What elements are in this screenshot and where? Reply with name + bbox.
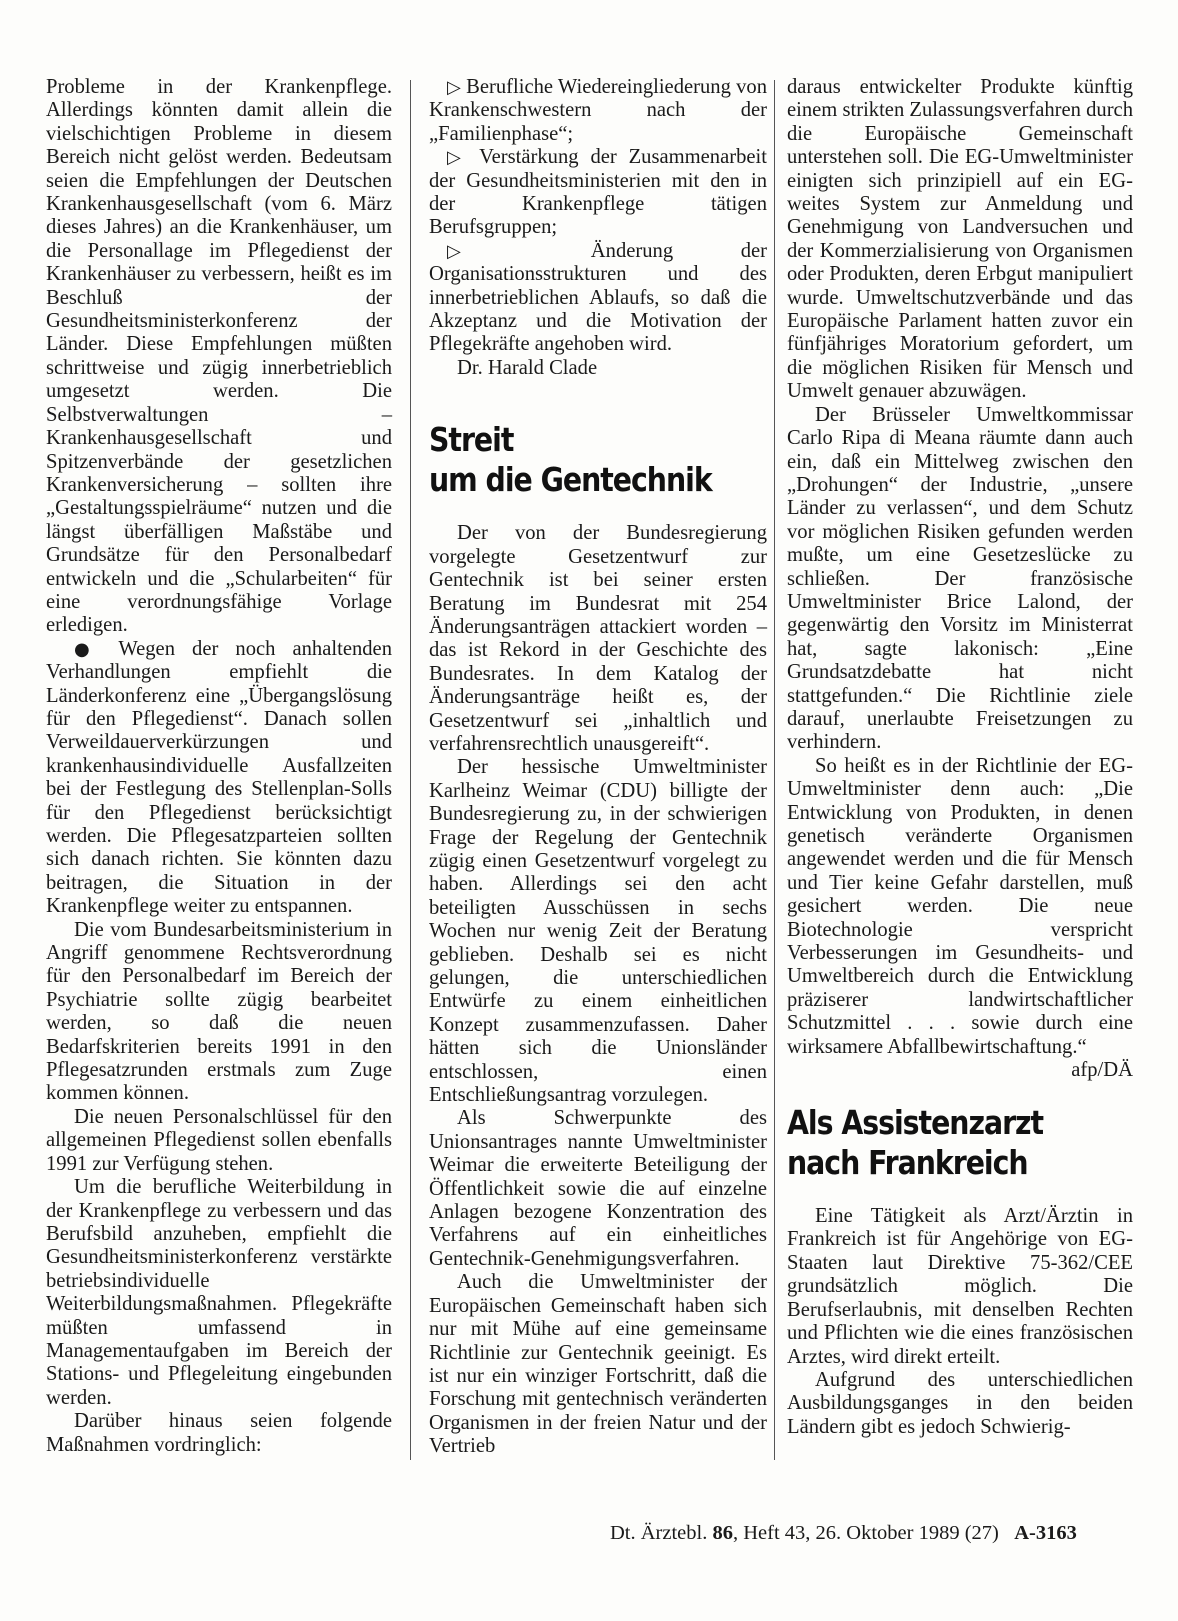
paragraph-text: So heißt es in der Richtlinie der EG-Umweltminister denn auch: „Die Entwicklung von Produkten, in denen genetisch veränderte Organismen angewendet werden und die für Mensch und Tier keine Gefahr darstellen, muß gesichert werden. Die neue Biotechnologie verspricht Verbesserungen im Gesundheits- und Umweltbereich durch die Entwicklung präziserer landwirtschaftlicher Schutzmittel . . . sowie durch eine wirksamere Abfallbewirtschaftung.“: [787, 754, 1133, 1058]
paragraph: Der Brüsseler Umweltkommissar Carlo Ripa di Meana räumte dann auch ein, daß ein Mittelweg zwischen den „Drohungen“ der Industrie, „unsere Länder zu verlassen“, und dem Schutz vor möglichen Risiken gefunden werden mußte, um eine Gesetzeslücke zu schließen. Der französische Umweltminister Brice Lalond, der gegenwärtig den Vorsitz im Ministerrat hat, sagte lakonisch: „Eine Grundsatzdebatte hat nicht stattgefunden.“ Die Richtlinie ziele darauf, unerlaubte Freisetzungen zu verhindern.: [787, 403, 1133, 754]
author-signature: Dr. Harald Clade: [457, 356, 598, 379]
article-headline: [429, 420, 720, 500]
column-divider-right: [774, 80, 775, 1460]
paragraph: Der hessische Umweltminister Karlheinz Weimar (CDU) billigte der Bundesregierung zu, in der schwierigen Frage der Regelung der Gentechnik zügig einen Gesetzentwurf vorgelegt zu haben. Allerdings sei den acht beteiligten Ausschüssen in sechs Wochen nur wenig Zeit der Beratung geblieben. Deshalb sei es nicht gelungen, die unterschiedlichen Entwürfe zu einem einheitlichen Konzept zusammenzufassen. Daher hätten sich die Unionsländer entschlossen, einen Entschließungsantrag vorzulegen.: [429, 756, 767, 1107]
article-headline: [787, 1103, 1085, 1183]
paragraph-text: Wegen der noch anhaltenden Verhandlungen empfiehlt die Länderkonferenz eine „Übergangslösung für den Pflegedienst“. Danach sollen Verweildauerverkürzungen und krankenhausindividuelle Ausfallzeiten bei der Festlegung des Stellenplan-Solls für den Pflegedienst berücksichtigt werden. Die Pflegesatzparteien sollten sich danach richten. Sie könnten dazu beitragen, die Situation in der Krankenpflege weiter zu entspannen.: [46, 637, 392, 918]
paragraph: [787, 754, 1133, 1082]
issue-info: , Heft 43, 26. Oktober 1989 (27): [732, 1522, 999, 1544]
triangle-marker-icon: ▷: [447, 147, 468, 169]
list-item-text: Verstärkung der Zusammenarbeit der Gesundheitsministerien mit den in der Krankenpflege tätigen Berufsgruppen;: [429, 146, 767, 239]
journal-name: Dt. Ärztebl.: [610, 1522, 708, 1544]
column-right: [787, 76, 1133, 1439]
page-footer: [610, 1522, 1140, 1545]
paragraph: daraus entwickelter Produkte künftig einem strikten Zulassungsverfahren durch die Europäische Gemeinschaft unterstehen soll. Die EG-Umweltminister einigten sich prinzipiell auf ein EG-weites System zur Anmeldung und Genehmigung von Landversuchen und der Kommerzialisierung von Organismen oder Produkten, deren Erbgut manipuliert wurde. Umweltschutzverbände und das Europäische Parlament hatten zuvor ein fünfjähriges Moratorium gefordert, um die möglichen Risiken für Mensch und Umwelt genauer abzuwägen.: [787, 76, 1133, 403]
journal-volume: 86: [712, 1522, 733, 1544]
list-item: [429, 76, 767, 146]
headline-line: um die Gentechnik: [429, 460, 712, 500]
list-item: [429, 146, 767, 240]
paragraph: Die vom Bundesarbeitsministerium in Angriff genommene Rechtsverordnung für den Personalbedarf im Bereich der Psychiatrie sollte zügig bearbeitet werden, so daß die neuen Bedarfskriterien bereits 1991 in den Pflegesatzrunden erstmals zum Zuge kommen können.: [46, 918, 392, 1105]
bullet-dot-icon: ●: [74, 638, 102, 660]
list-item-text: Änderung der Organisationsstrukturen und des innerbetrieblichen Ablaufs, so daß die Akzeptanz und die Motivation der Pflegekräfte angehoben wird.: [429, 239, 767, 356]
list-item: [429, 240, 767, 357]
paragraph: Als Schwerpunkte des Unionsantrages nannte Umweltminister Weimar die erweiterte Beteiligung der Öffentlichkeit sowie die auf einzelne Anlagen bezogene Konzentration des Verfahrens auf ein einheitliches Gentechnik-Genehmigungsverfahren.: [429, 1107, 767, 1270]
paragraph: Der von der Bundesregierung vorgelegte Gesetzentwurf zur Gentechnik ist bei seiner ersten Beratung im Bundesrat mit 254 Änderungsanträgen attackiert worden – das ist Rekord in der Geschichte des Bundesrates. In dem Katalog der Änderungsanträge heißt es, der Gesetzentwurf sei „inhaltlich und verfahrensrechtlich unausgereift“.: [429, 522, 767, 755]
paragraph: Die neuen Personalschlüssel für den allgemeinen Pflegedienst sollen ebenfalls 1991 zur Verfügung stehen.: [46, 1105, 392, 1175]
agency-credit: afp/DÄ: [1071, 1059, 1133, 1082]
headline-line: nach Frankreich: [787, 1143, 1028, 1183]
page-number: A-3163: [1014, 1522, 1077, 1544]
bullet-paragraph: [46, 638, 392, 919]
list-item-text: Berufliche Wiedereingliederung von Krankenschwestern nach der „Familienphase“;: [429, 76, 767, 145]
headline-line: Als Assistenzarzt: [787, 1103, 1044, 1143]
triangle-marker-icon: ▷: [447, 77, 461, 98]
column-divider-left: [410, 80, 411, 1460]
paragraph: Auch die Umweltminister der Europäischen Gemeinschaft haben sich nur mit Mühe auf eine gemeinsame Richtlinie zur Gentechnik geeinigt. Es ist nur ein winziger Fortschritt, daß die Forschung mit gentechnisch veränderten Organismen in der freien Natur und der Vertrieb: [429, 1271, 767, 1458]
paragraph: Darüber hinaus seien folgende Maßnahmen vordringlich:: [46, 1410, 392, 1456]
paragraph: Aufgrund des unterschiedlichen Ausbildungsganges in den beiden Ländern gibt es jedoch Schwierig-: [787, 1368, 1133, 1438]
column-left: [46, 76, 392, 1457]
headline-line: Streit: [429, 420, 514, 460]
column-middle: [429, 76, 767, 1459]
paragraph: Um die berufliche Weiterbildung in der Krankenpflege zu verbessern und das Berufsbild anzuheben, empfiehlt die Gesundheitsministerkonferenz verstärkte betriebsindividuelle Weiterbildungsmaßnahmen. Pflegekräfte müßten umfassend in Managementaufgaben im Bereich der Stations- und Pflegeleitung eingebunden werden.: [46, 1176, 392, 1409]
paragraph: Probleme in der Krankenpflege. Allerdings könnten damit allein die vielschichtigen Probleme in diesem Bereich nicht gelöst werden. Bedeutsam seien die Empfehlungen der Deutschen Krankenhausgesellschaft (vom 6. März dieses Jahres) an die Krankenhäuser, um die Personallage im Pflegedienst der Krankenhäuser zu verbessern, heißt es im Beschluß der Gesundheitsministerkonferenz der Länder. Diese Empfehlungen müßten schrittweise und zügig innerbetrieblich umgesetzt werden. Die Selbstverwaltungen – Krankenhausgesellschaft und Spitzenverbände der gesetzlichen Krankenversicherung – sollten ihre „Gestaltungsspielräume“ nutzen und die längst überfälligen Maßstäbe und Grundsätze für den Personalbedarf entwickeln und die „Schularbeiten“ für eine verordnungsfähige Vorlage erledigen.: [46, 76, 392, 637]
triangle-marker-icon: ▷: [447, 240, 524, 262]
paragraph: Eine Tätigkeit als Arzt/Ärztin in Frankreich ist für Angehörige von EG-Staaten laut Direktive 75-362/CEE grundsätzlich möglich. Die Berufserlaubnis, mit denselben Rechten und Pflichten wie die eines französischen Arztes, wird direkt erteilt.: [787, 1205, 1133, 1368]
